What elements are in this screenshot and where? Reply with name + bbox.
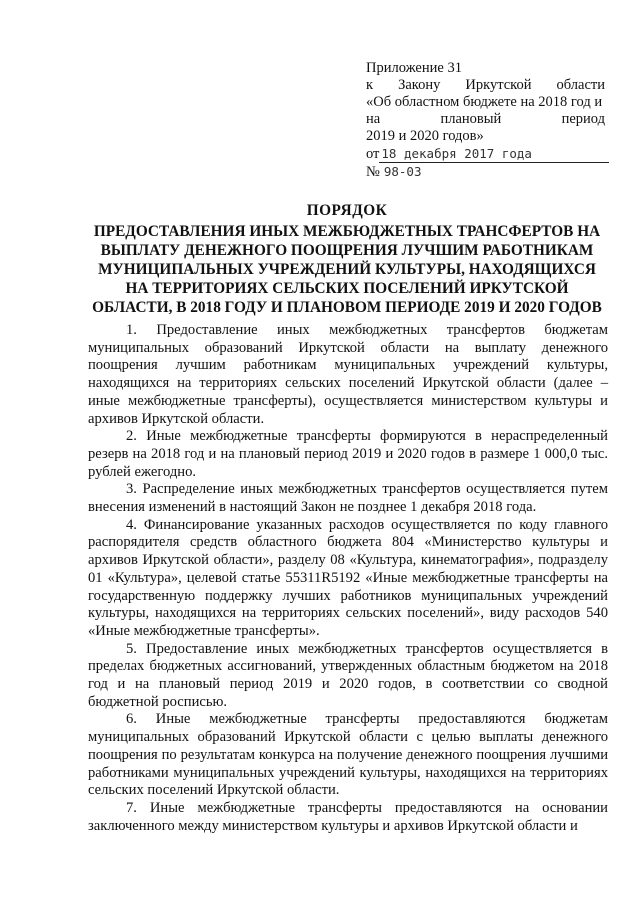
paragraph-7: 7. Иные межбюджетные трансферты предоставляются на основании заключенного между министерством культуры и архивов Иркутской области и — [88, 799, 608, 834]
appendix-law-ref — [366, 77, 605, 94]
appendix-law-title-cont — [366, 111, 605, 128]
appendix-law-title: «Об областном бюджете на 2018 год и — [366, 94, 603, 110]
title-line: ОБЛАСТИ, В 2018 ГОДУ И ПЛАНОВОМ ПЕРИОДЕ 2019 И 2020 ГОДОВ — [92, 299, 602, 316]
appendix-number: Приложение 31 — [366, 60, 462, 76]
number-sign: № — [366, 164, 380, 180]
appendix-header — [366, 60, 605, 181]
document-title — [82, 201, 612, 317]
paragraph-3: 3. Распределение иных межбюджетных трансфертов осуществляется путем внесения изменений в настоящий Закон не позднее 1 декабря 2018 года. — [88, 481, 608, 516]
number-value: 98-03 — [383, 164, 422, 179]
paragraph-6: 6. Иные межбюджетные трансферты предоставляются бюджетам муниципальных образований Иркутской области с целью выплаты денежного поощрения по результатам конкурса на получение денежного поощрения лучшими работниками муниципальных учреждений культуры, находящихся на территориях сельских поселений Иркутской области. — [88, 711, 608, 799]
paragraph-5: 5. Предоставление иных межбюджетных трансфертов осуществляется в пределах бюджетных ассигнований, утвержденных областным бюджетом на 2018 год и на плановый период 2019 и 2020 годов, в соответствии со сводной бюджетной росписью. — [88, 640, 608, 710]
appendix-word: области — [556, 77, 605, 93]
appendix-law-years: 2019 и 2020 годов» — [366, 128, 484, 144]
appendix-word: на — [366, 111, 381, 127]
title-heading: ПОРЯДОК — [306, 202, 388, 219]
paragraph-4: 4. Финансирование указанных расходов осуществляется по коду главного распорядителя средств областного бюджета 804 «Министерство культуры и архивов Иркутской области», разделу 08 «Культура, кинематография», подразделу 01 «Культура», целевой статье 55311R5192 «Иные межбюджетные трансферты на государственную поддержку лучших работников муниципальных учреждений культуры, находящихся на территориях сельских поселений», виду расходов 540 «Иные межбюджетные трансферты». — [88, 516, 608, 639]
date-value: 18 декабря 2017 года — [379, 145, 609, 163]
title-line: ПРЕДОСТАВЛЕНИЯ ИНЫХ МЕЖБЮДЖЕТНЫХ ТРАНСФЕРТОВ НА — [93, 223, 601, 240]
title-line: НА ТЕРРИТОРИЯХ СЕЛЬСКИХ ПОСЕЛЕНИЙ ИРКУТСКОЙ — [125, 280, 569, 297]
date-prefix: от — [366, 146, 380, 162]
appendix-word: к — [366, 77, 374, 93]
appendix-word: Иркутской — [465, 77, 532, 93]
paragraph-1: 1. Предоставление иных межбюджетных трансфертов бюджетам муниципальных образований Иркутской области на выплату денежного поощрения лучшим работникам муниципальных учреждений культуры, находящихся на территориях сельских поселений Иркутской области (далее – иные межбюджетные трансферты), осуществляется министерством культуры и архивов Иркутской области. — [88, 322, 608, 427]
appendix-reg-number — [366, 163, 605, 181]
paragraph-2: 2. Иные межбюджетные трансферты формируются в нераспределенный резерв на 2018 год и на плановый период 2019 и 2020 годов в размере 1 000,0 тыс. рублей ежегодно. — [88, 428, 608, 480]
appendix-word: период — [561, 111, 605, 127]
appendix-word: плановый — [440, 111, 502, 127]
document-body — [88, 322, 608, 835]
title-line: МУНИЦИПАЛЬНЫХ УЧРЕЖДЕНИЙ КУЛЬТУРЫ, НАХОДЯЩИХСЯ — [98, 261, 596, 278]
appendix-word: Закону — [398, 77, 441, 93]
title-line: ВЫПЛАТУ ДЕНЕЖНОГО ПООЩРЕНИЯ ЛУЧШИМ РАБОТНИКАМ — [100, 242, 594, 259]
appendix-date — [366, 145, 605, 163]
